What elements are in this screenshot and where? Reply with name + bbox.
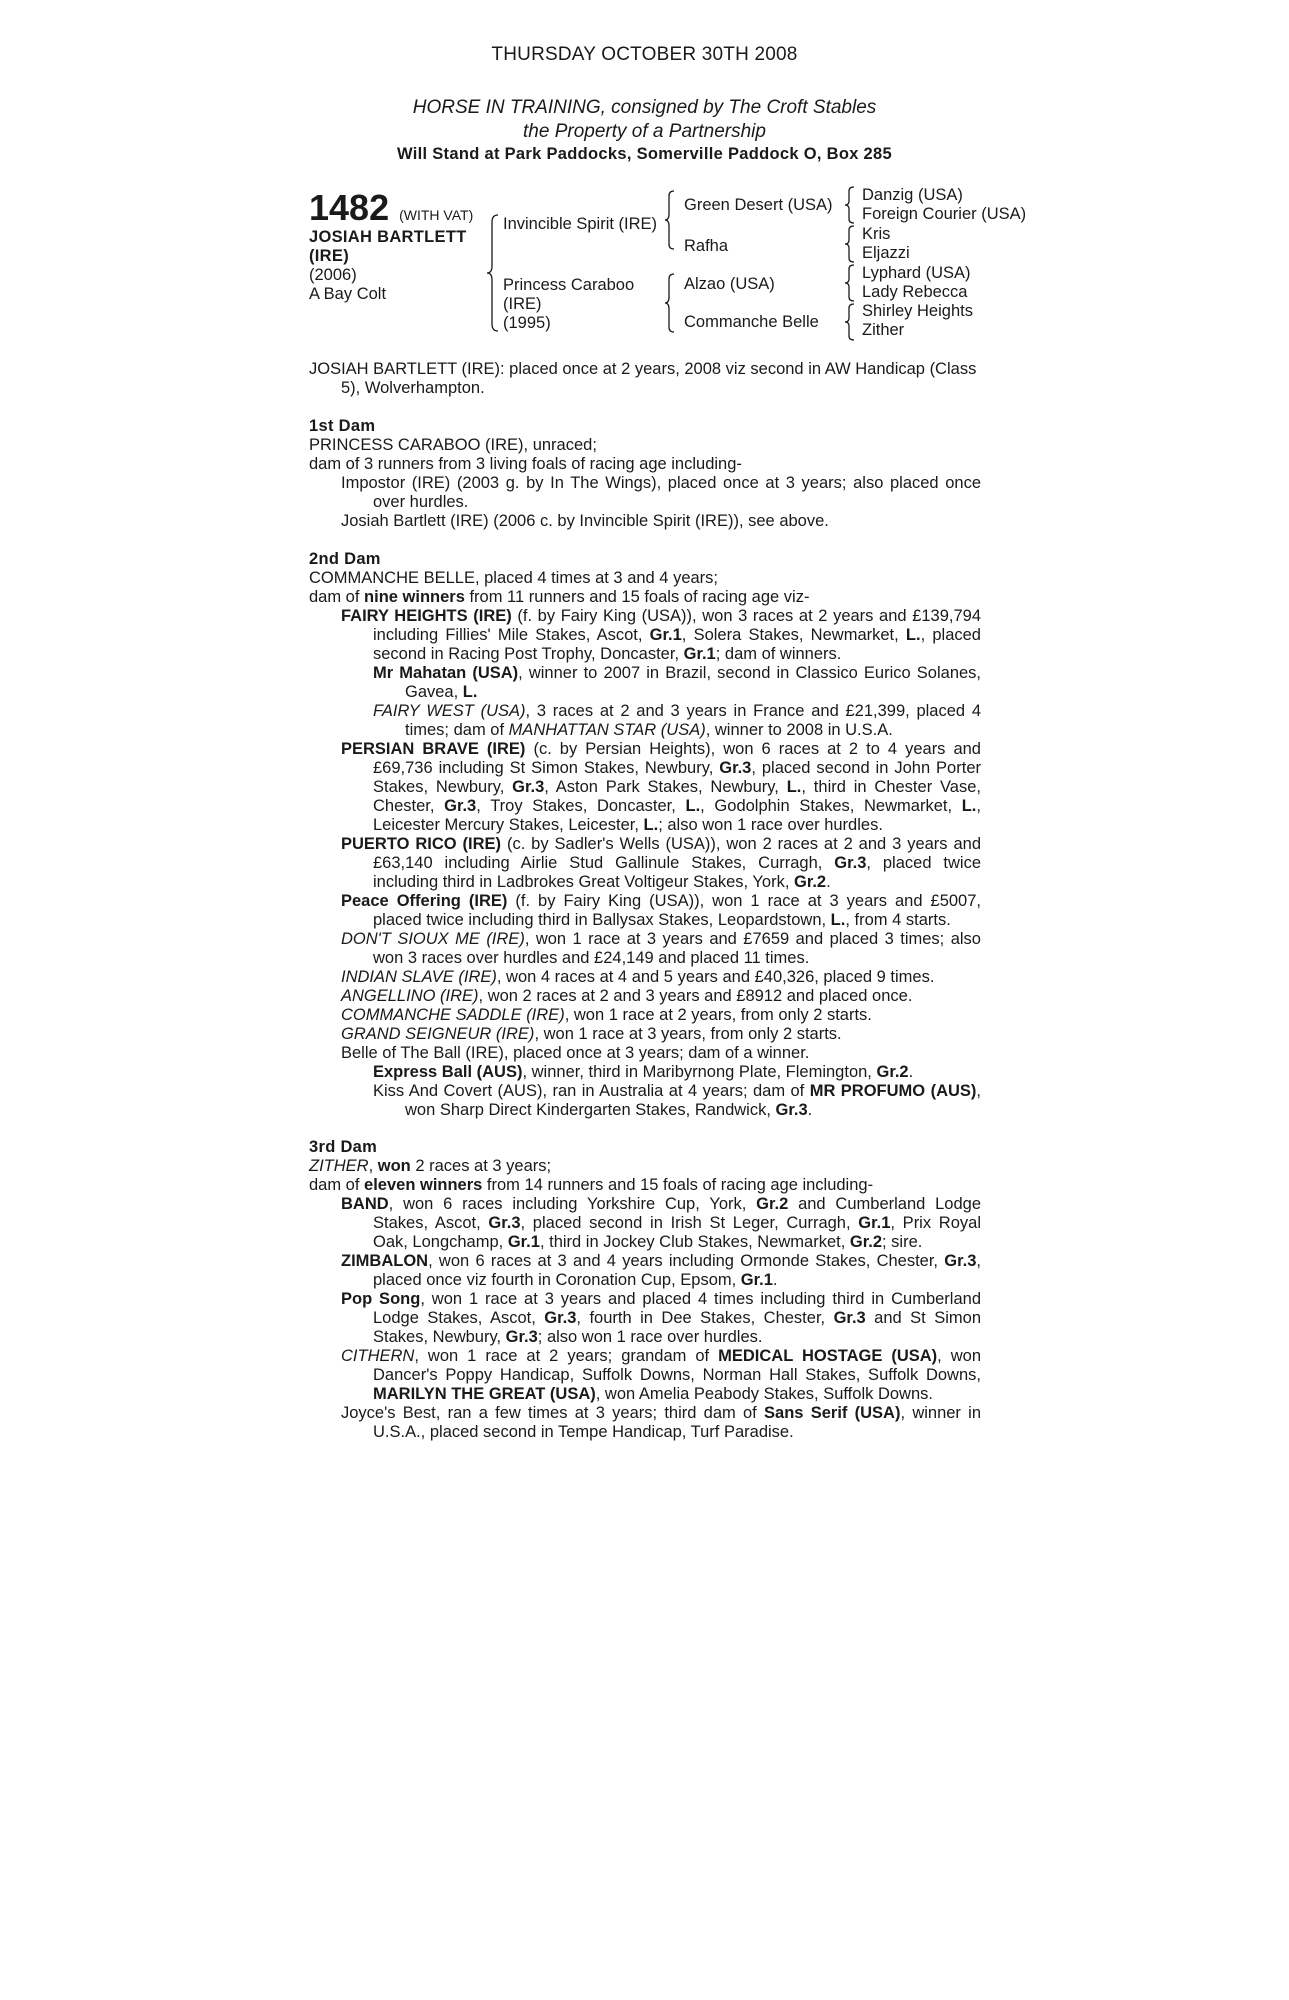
consignment-line: HORSE IN TRAINING, consigned by The Croft Stables <box>412 97 877 118</box>
progeny-grand-seigneur: GRAND SEIGNEUR (IRE), won 1 race at 3 years, from only 2 starts. <box>341 1025 842 1043</box>
progeny-impostor: Impostor (IRE) (2003 g. by In The Wings), placed once at 3 years; also placed once over hurdles. <box>341 474 981 511</box>
vat-note: (WITH VAT) <box>399 207 474 223</box>
progeny-cithern: CITHERN, won 1 race at 2 years; grandam of MEDICAL HOSTAGE (USA), won Dancer's Poppy Handicap, Suffolk Downs, Norman Hall Stakes, Suffolk Downs, MARILYN THE GREAT (USA), won Amelia Peabody Stakes, Suffolk Downs. <box>341 1347 981 1403</box>
race-record <box>309 360 981 398</box>
third-dam-record: dam of eleven winners from 14 runners and 15 foals of racing age including- <box>309 1176 874 1194</box>
progeny-belle-of-the-ball: Belle of The Ball (IRE), placed once at 3 years; dam of a winner. <box>341 1044 810 1062</box>
second-dam-name: COMMANCHE BELLE, placed 4 times at 3 and 4 years; <box>309 569 719 587</box>
horse-origin: (IRE) <box>309 247 349 265</box>
progeny-angellino: ANGELLINO (IRE), won 2 races at 2 and 3 years and £8912 and placed once. <box>341 987 913 1005</box>
pedigree-brace-main <box>486 214 500 332</box>
race-record-line2: 5), Wolverhampton. <box>341 379 485 397</box>
pedigree-ggp-1: Danzig (USA) <box>862 186 963 204</box>
pedigree-ggp-8: Zither <box>862 321 905 339</box>
progeny-fairy-heights: FAIRY HEIGHTS (IRE) (f. by Fairy King (USA)), won 3 races at 2 years and £139,794 including Fillies' Mile Stakes, Ascot, Gr.1, Solera Stakes, Newmarket, L., placed second in Racing Post Trophy, Doncaster, Gr.1; dam of winners. <box>341 607 982 663</box>
pedigree-ggp-7: Shirley Heights <box>862 302 973 320</box>
progeny-fairy-west: FAIRY WEST (USA), 3 races at 2 and 3 years in France and £21,399, placed 4 times; dam of MANHATTAN STAR (USA), winner to 2008 in U.S.A. <box>373 702 981 739</box>
second-dam-section <box>309 550 981 1120</box>
progeny-mr-mahatan: Mr Mahatan (USA), winner to 2007 in Brazil, second in Classico Eurico Solanes, Gavea, L. <box>373 664 982 701</box>
pedigree-dam-dam: Commanche Belle <box>684 313 819 331</box>
pedigree-dam-line2: (IRE) <box>503 295 542 313</box>
property-line: the Property of a Partnership <box>523 121 766 142</box>
second-dam-record: dam of nine winners from 11 runners and 15 foals of racing age viz- <box>309 588 810 606</box>
third-dam-section <box>309 1138 981 1442</box>
third-dam-name: ZITHER, won 2 races at 3 years; <box>309 1157 552 1175</box>
pedigree-brace-dam <box>664 273 676 333</box>
pedigree-brace-gg2 <box>844 225 856 263</box>
progeny-express-ball: Express Ball (AUS), winner, third in Maribyrnong Plate, Flemington, Gr.2. <box>373 1063 914 1081</box>
pedigree-ggp-6: Lady Rebecca <box>862 283 968 301</box>
progeny-pop-song: Pop Song, won 1 race at 3 years and placed 4 times including third in Cumberland Lodge Stakes, Ascot, Gr.3, fourth in Dee Stakes, Chester, Gr.3 and St Simon Stakes, Newbury, Gr.3; also won 1 race over hurdles. <box>341 1290 982 1346</box>
third-dam-heading: 3rd Dam <box>309 1138 378 1156</box>
horse-year: (2006) <box>309 266 357 284</box>
lot-header <box>309 187 474 233</box>
pedigree-ggp-4: Eljazzi <box>862 244 910 262</box>
progeny-indian-slave: INDIAN SLAVE (IRE), won 4 races at 4 and 5 years and £40,326, placed 9 times. <box>341 968 935 986</box>
pedigree-brace-gg1 <box>844 186 856 224</box>
pedigree-ggp-3: Kris <box>862 225 891 243</box>
progeny-josiah: Josiah Bartlett (IRE) (2006 c. by Invincible Spirit (IRE)), see above. <box>341 512 829 530</box>
pedigree-ggp-2: Foreign Courier (USA) <box>862 205 1027 223</box>
horse-description: A Bay Colt <box>309 285 387 303</box>
horse-name: JOSIAH BARTLETT <box>309 228 467 246</box>
pedigree-dam-sire: Alzao (USA) <box>684 275 775 293</box>
pedigree-dam-line3: (1995) <box>503 314 551 332</box>
pedigree-sire: Invincible Spirit (IRE) <box>503 215 658 233</box>
first-dam-heading: 1st Dam <box>309 417 376 435</box>
progeny-joyces-best: Joyce's Best, ran a few times at 3 years; third dam of Sans Serif (USA), winner in U.S.A., placed second in Tempe Handicap, Turf Paradise. <box>341 1404 982 1441</box>
progeny-kiss-and-covert: Kiss And Covert (AUS), ran in Australia at 4 years; dam of MR PROFUMO (AUS), won Sharp Direct Kindergarten Stakes, Randwick, Gr.3. <box>373 1082 981 1119</box>
progeny-persian-brave: PERSIAN BRAVE (IRE) (c. by Persian Heights), won 6 races at 2 to 4 years and £69,736 including St Simon Stakes, Newbury, Gr.3, placed second in John Porter Stakes, Newbury, Gr.3, Aston Park Stakes, Newbury, L., third in Chester Vase, Chester, Gr.3, Troy Stakes, Doncaster, L., Godolphin Stakes, Newmarket, L., Leicester Mercury Stakes, Leicester, L.; also won 1 race over hurdles. <box>341 740 981 834</box>
lot-number: 1482 <box>309 187 390 228</box>
progeny-peace-offering: Peace Offering (IRE) (f. by Fairy King (USA)), won 1 race at 3 years and £5007, placed twice including third in Ballysax Stakes, Leopardstown, L., from 4 starts. <box>341 892 981 929</box>
pedigree-brace-sire <box>664 190 676 250</box>
pedigree-sire-sire: Green Desert (USA) <box>684 196 833 214</box>
first-dam-record: dam of 3 runners from 3 living foals of racing age including- <box>309 455 742 473</box>
pedigree-ggp-5: Lyphard (USA) <box>862 264 971 282</box>
sale-date: THURSDAY OCTOBER 30TH 2008 <box>491 44 798 65</box>
second-dam-heading: 2nd Dam <box>309 550 381 568</box>
pedigree-sire-dam: Rafha <box>684 237 729 255</box>
progeny-dont-sioux-me: DON'T SIOUX ME (IRE), won 1 race at 3 years and £7659 and placed 3 times; also won 3 races over hurdles and £24,149 and placed 11 times. <box>341 930 981 967</box>
stand-location: Will Stand at Park Paddocks, Somerville Paddock O, Box 285 <box>396 145 892 163</box>
progeny-commanche-saddle: COMMANCHE SADDLE (IRE), won 1 race at 2 years, from only 2 starts. <box>341 1006 872 1024</box>
race-record-line1: JOSIAH BARTLETT (IRE): placed once at 2 years, 2008 viz second in AW Handicap (Class <box>309 360 977 378</box>
progeny-zimbalon: ZIMBALON, won 6 races at 3 and 4 years including Ormonde Stakes, Chester, Gr.3, placed once viz fourth in Coronation Cup, Epsom, Gr.1. <box>341 1252 981 1289</box>
first-dam-name: PRINCESS CARABOO (IRE), unraced; <box>309 436 597 454</box>
pedigree-brace-gg3 <box>844 264 856 302</box>
pedigree-brace-gg4 <box>844 303 856 341</box>
progeny-puerto-rico: PUERTO RICO (IRE) (c. by Sadler's Wells (USA)), won 2 races at 2 and 3 years and £63,140 including Airlie Stud Gallinule Stakes, Curragh, Gr.3, placed twice including third in Ladbrokes Great Voltigeur Stakes, York, Gr.2. <box>341 835 982 891</box>
progeny-band: BAND, won 6 races including Yorkshire Cup, York, Gr.2 and Cumberland Lodge Stakes, Ascot, Gr.3, placed second in Irish St Leger, Curragh, Gr.1, Prix Royal Oak, Longchamp, Gr.1, third in Jockey Club Stakes, Newmarket, Gr.2; sire. <box>341 1195 982 1251</box>
pedigree-dam-line1: Princess Caraboo <box>503 276 635 294</box>
first-dam-section <box>309 417 981 531</box>
